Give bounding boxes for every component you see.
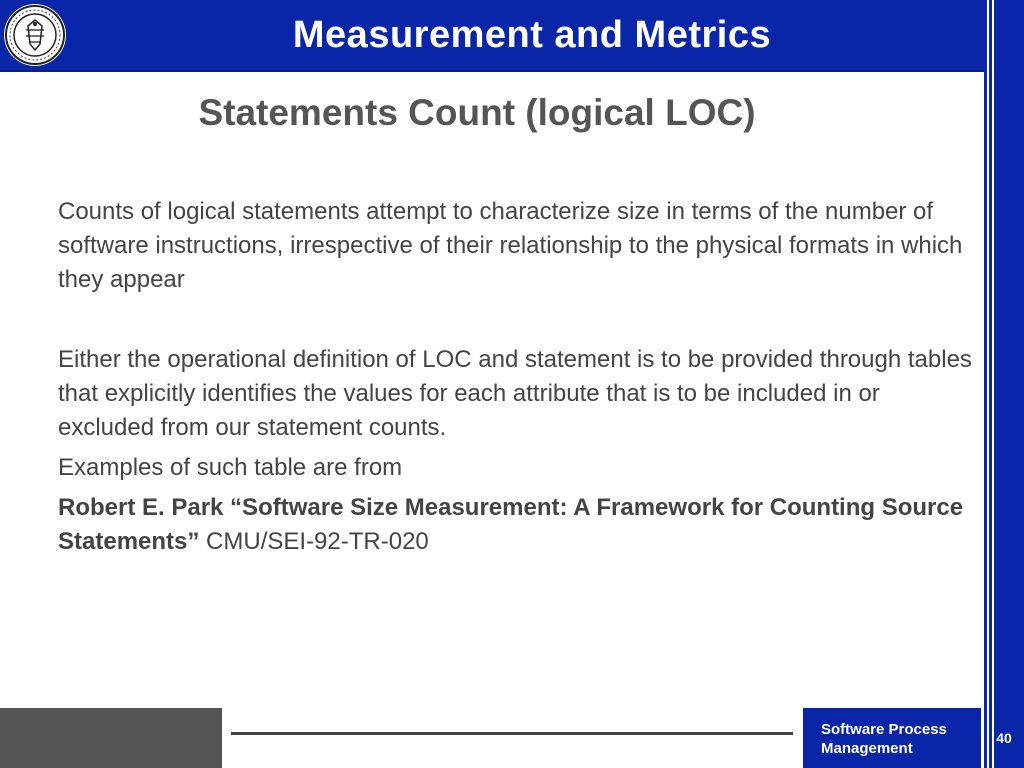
course-name-line2: Management: [821, 740, 913, 757]
reference-title: Robert E. Park “Software Size Measurement: A Framework for Counting Source Statements”: [58, 494, 964, 555]
header-title: Measurement and Metrics: [292, 14, 772, 56]
header-bar: [0, 0, 984, 72]
slide-body: [58, 195, 978, 559]
right-accent-bar: [984, 0, 1024, 768]
reference-report-id: CMU/SEI-92-TR-020: [199, 528, 429, 555]
footer-course-name: [803, 708, 981, 768]
footer-divider: [231, 732, 793, 735]
accent-stripe: [992, 0, 994, 768]
paragraph-operational-definition: Either the operational definition of LOC and statement is to be provided through tables that explicitly identifies the values for each attribute that is to be included in or excluded from our statement counts.: [58, 346, 972, 441]
reference-citation: [58, 491, 978, 559]
university-seal-icon: [4, 4, 66, 66]
footer-gray-block: [0, 708, 222, 768]
slide-title: Statements Count (logical LOC): [198, 92, 756, 133]
course-name-line1: Software Process: [821, 721, 947, 738]
paragraph-examples: Examples of such table are from: [58, 454, 403, 481]
page-number: 40: [996, 730, 1012, 746]
paragraph-logical-statements: Counts of logical statements attempt to characterize size in terms of the number of software instructions, irrespective of their relationship to the physical formats in which they appear: [58, 198, 963, 293]
accent-stripe: [987, 0, 989, 768]
